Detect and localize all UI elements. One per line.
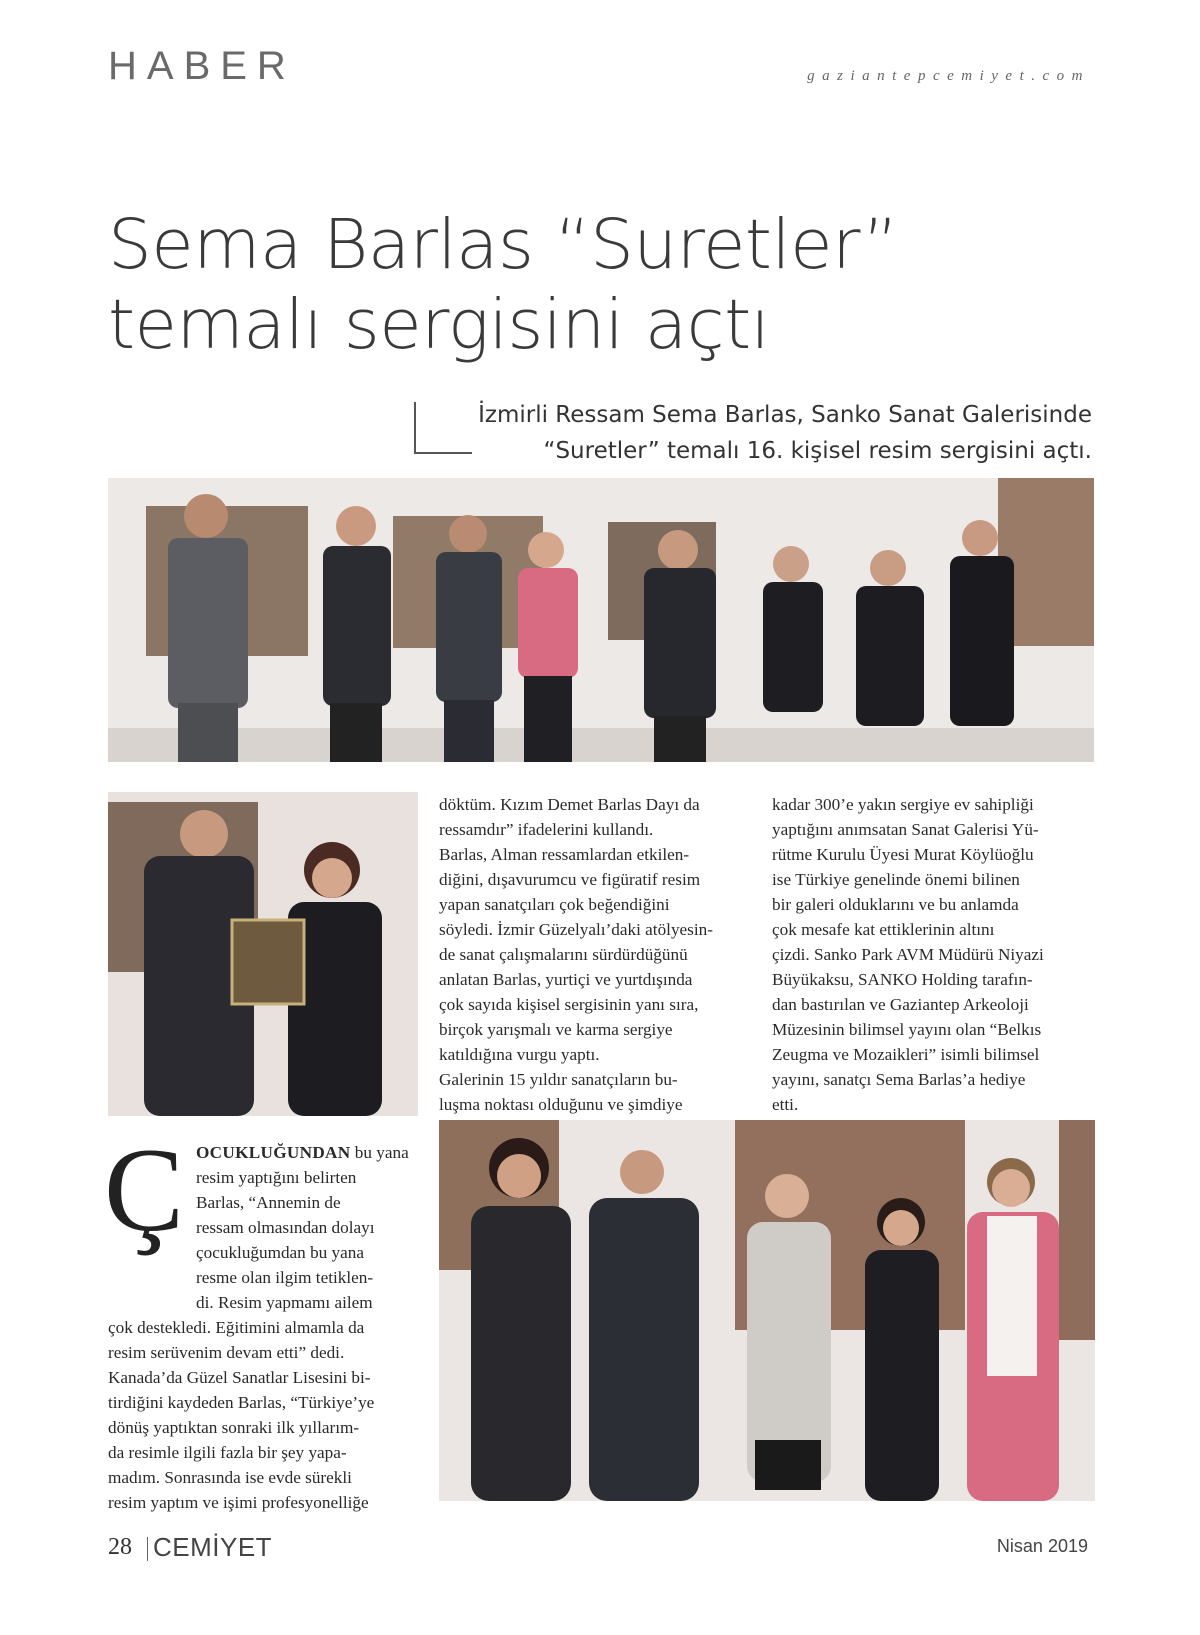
section-label: HABER <box>108 44 296 88</box>
page-number: 28 <box>108 1534 132 1560</box>
body-column-3: kadar 300’e yakın sergiye ev sahipliği yaptığını anımsatan Sanat Galerisi Yü- rütme Kurulu Üyesi Murat Köylüoğlu ise Türkiye genelinde önemi bilinen bir galeri olduklarını ve bu anlamda çok mesafe kat ettiklerinin altını çizdi. Sanko Park AVM Müdürü Niyazi Büyükaksu, SANKO Holding tarafın- dan bastırılan ve Gaziantep Arkeoloji Müzesinin bilimsel yayını olan “Belkıs Zeugma ve Mozaikleri” isimli bilimsel yayını, sanatçı Sema Barlas’a hediye etti. <box>772 795 1044 1114</box>
article-title <box>108 205 1058 365</box>
deck-line-1: İzmirli Ressam Sema Barlas, Sanko Sanat Galerisinde <box>478 402 1092 428</box>
intro-lead <box>196 1140 416 1315</box>
body-column-1: çok destekledi. Eğitimini almamla da resim serüvenim devam etti” dedi. Kanada’da Güzel Sanatlar Lisesini bi- tirdiğini kaydeden Barlas, “Türkiye’ye dönüş yaptıktan sonraki ilk yıllarım- da resimle ilgili fazla bir şey yapa- madım. Sonrasında ise evde sürekli resim yaptım ve işimi profesyonelliğe <box>108 1318 375 1512</box>
footer-separator <box>147 1537 148 1561</box>
group-photo <box>108 478 1094 762</box>
title-line-2: temalı sergisini açtı <box>108 285 770 365</box>
title-line-1: Sema Barlas “Suretler” <box>108 205 899 285</box>
article-deck <box>392 397 1092 469</box>
deck-line-2: “Suretler” temalı 16. kişisel resim sergisini açtı. <box>543 438 1092 464</box>
lead-text: bu yana resim yaptığını belirten Barlas, “Annemin de ressam olmasından dolayı çocukluğumdan bu yana resme olan ilgim tetiklen- di. Resim yapmamı ailem <box>196 1143 409 1312</box>
book-gift-photo <box>108 792 418 1116</box>
guests-photo <box>439 1120 1095 1501</box>
issue-date: Nisan 2019 <box>996 1536 1088 1556</box>
body-column-2: döktüm. Kızım Demet Barlas Dayı da ressamdır” ifadelerini kullandı. Barlas, Alman ressamlardan etkilen- diğini, dışavurumcu ve figüratif resim yapan sanatçıları çok beğendiğini söyledi. İzmir Güzelyalı’daki atölyesin- de sanat çalışmalarını sürdürdüğünü anlatan Barlas, yurtiçi ve yurtdışında çok sayıda kişisel sergisinin yanı sıra, birçok yarışmalı ve karma sergiye katıldığına vurgu yaptı. Galerinin 15 yıldır sanatçıların bu- luşma noktası olduğunu ve şimdiye <box>439 795 713 1114</box>
site-url: gaziantepcemiyet.com <box>807 68 1090 84</box>
lead-caps: OCUKLUĞUNDAN <box>196 1143 351 1162</box>
magazine-name: CEMİYET <box>153 1532 273 1562</box>
drop-cap: Ç <box>104 1123 185 1256</box>
